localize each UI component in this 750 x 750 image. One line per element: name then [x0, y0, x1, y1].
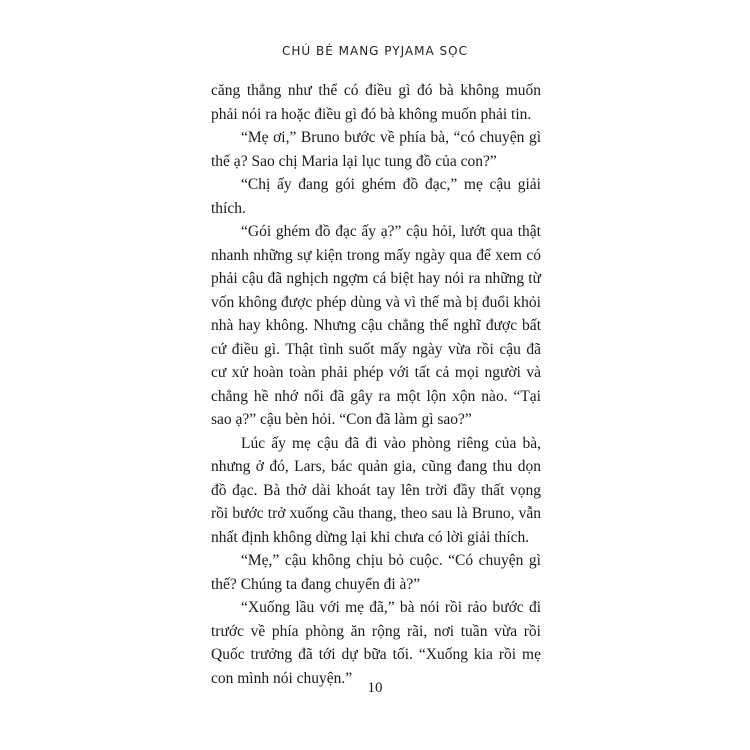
page-number: 10	[367, 680, 383, 696]
paragraph-3: “Chị ấy đang gói ghém đồ đạc,” mẹ cậu giải thích.	[211, 176, 541, 217]
running-head-title: CHÚ BÉ MANG PYJAMA SỌC	[282, 44, 468, 58]
body-text	[211, 79, 541, 690]
paragraph-2: “Mẹ ơi,” Bruno bước về phía bà, “có chuyện gì thế ạ? Sao chị Maria lại lục tung đồ của con?”	[211, 129, 541, 170]
paragraph-4: “Gói ghém đồ đạc ấy ạ?” cậu hỏi, lướt qua thật nhanh những sự kiện trong mấy ngày qua để xem có phải cậu đã nghịch ngợm cá biệt hay nói ra những từ vốn không được phép dùng và vì thế mà bị đuổi khỏi nhà hay không. Nhưng cậu chẳng thể nghĩ được bất cứ điều gì. Thật tình suốt mấy ngày vừa rồi cậu đã cư xử hoàn toàn phải phép với tất cả mọi người và chẳng hề nhớ nổi đã gây ra một lộn xộn nào. “Tại sao ạ?” cậu bèn hỏi. “Con đã làm gì sao?”	[211, 223, 541, 428]
paragraph-1: căng thẳng như thể có điều gì đó bà không muốn phải nói ra hoặc điều gì đó bà không muốn phải tin.	[211, 82, 541, 123]
paragraph-6: “Mẹ,” cậu không chịu bỏ cuộc. “Có chuyện gì thế? Chúng ta đang chuyển đi à?”	[211, 552, 541, 593]
paragraph-7: “Xuống lầu với mẹ đã,” bà nói rồi rảo bước đi trước về phía phòng ăn rộng rãi, nơi tuần vừa rồi Quốc trưởng đã tới dự bữa tối. “Xuống kia rồi mẹ con mình nói chuyện.”	[211, 599, 541, 687]
paragraph-5: Lúc ấy mẹ cậu đã đi vào phòng riêng của bà, nhưng ở đó, Lars, bác quản gia, cũng đang thu dọn đồ đạc. Bà thở dài khoát tay lên trời đầy thất vọng rồi bước trở xuống cầu thang, theo sau là Bruno, vẫn nhất định không dừng lại khi chưa có lời giải thích.	[211, 434, 541, 546]
